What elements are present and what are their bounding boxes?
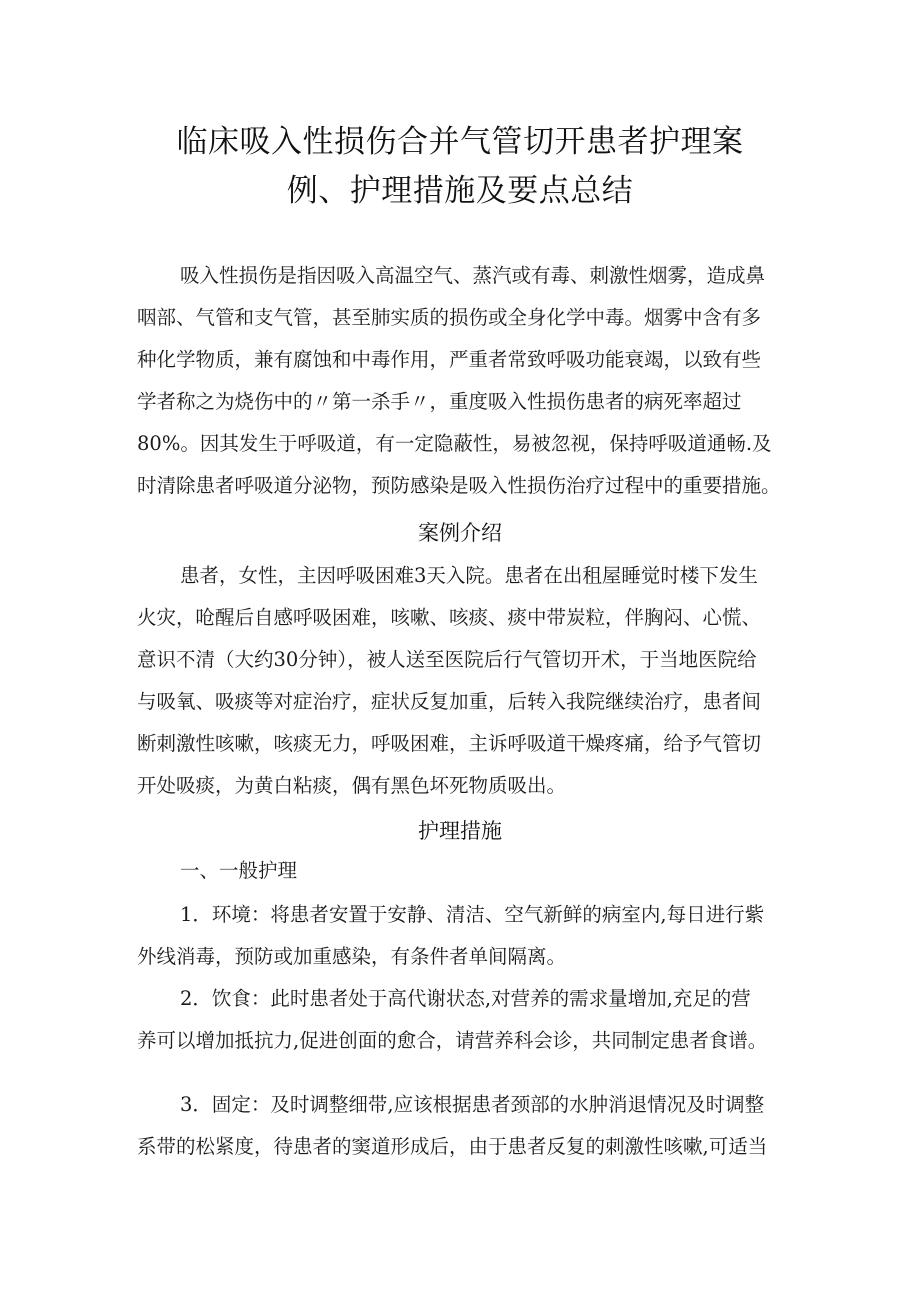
nursing-subheading: 一、一般护理	[180, 859, 298, 882]
intro-line: 时清除患者呼吸道分泌物，预防感染是吸入性损伤治疗过程中的重要措施。	[137, 474, 781, 497]
intro-line: 80%。因其发生于呼吸道，有一定隐蔽性，易被忽视，保持呼吸道通畅.及	[137, 432, 772, 455]
nursing-item-1-line: 1．环境：将患者安置于安静、清洁、空气新鲜的病室内,每日进行紫	[180, 903, 765, 926]
case-line: 意识不清（大约30分钟），被人送至医院后行气管切开术，于当地医院给	[137, 648, 757, 671]
nursing-item-1-line: 外线消毒，预防或加重感染，有条件者单间隔离。	[137, 945, 567, 968]
section-heading-case: 案例介绍	[418, 521, 502, 545]
case-line: 断刺激性咳嗽，咳痰无力，呼吸困难，主诉呼吸道干燥疼痛，给予气管切	[137, 732, 762, 755]
case-line: 与吸氧、吸痰等对症治疗，症状反复加重，后转入我院继续治疗，患者间	[137, 690, 762, 713]
case-line: 患者，女性，主因呼吸困难3天入院。患者在出租屋睡觉时楼下发生	[180, 564, 758, 587]
nursing-item-2-line: 2．饮食：此时患者处于高代谢状态,对营养的需求量增加,充足的营	[180, 987, 751, 1010]
intro-line: 吸入性损伤是指因吸入高温空气、蒸汽或有毒、刺激性烟雾，造成鼻	[180, 264, 766, 287]
intro-line: 学者称之为烧伤中的〃第一杀手〃，重度吸入性损伤患者的病死率超过	[137, 390, 742, 413]
nursing-item-3-line: 系带的松紧度，待患者的窦道形成后，由于患者反复的刺激性咳嗽,可适当	[137, 1135, 768, 1158]
section-heading-nursing: 护理措施	[418, 819, 502, 843]
case-line: 开处吸痰，为黄白粘痰，偶有黑色坏死物质吸出。	[137, 774, 567, 797]
nursing-item-2-line: 养可以增加抵抗力,促进创面的愈合，请营养科会诊，共同制定患者食谱。	[137, 1029, 768, 1052]
nursing-item-3-line: 3．固定：及时调整细带,应该根据患者颈部的水肿消退情况及时调整	[180, 1093, 765, 1116]
case-line: 火灾，呛醒后自感呼吸困难，咳嗽、咳痰、痰中带炭粒，伴胸闷、心慌、	[137, 606, 762, 629]
document-title-line-1: 临床吸入性损伤合并气管切开患者护理案	[176, 124, 744, 160]
intro-line: 咽部、气管和支气管，甚至肺实质的损伤或全身化学中毒。烟雾中含有多	[137, 306, 762, 329]
intro-line: 种化学物质，兼有腐蚀和中毒作用，严重者常致呼吸功能衰竭，以致有些	[137, 348, 762, 371]
document-title-line-2: 例、护理措施及要点总结	[286, 173, 634, 209]
